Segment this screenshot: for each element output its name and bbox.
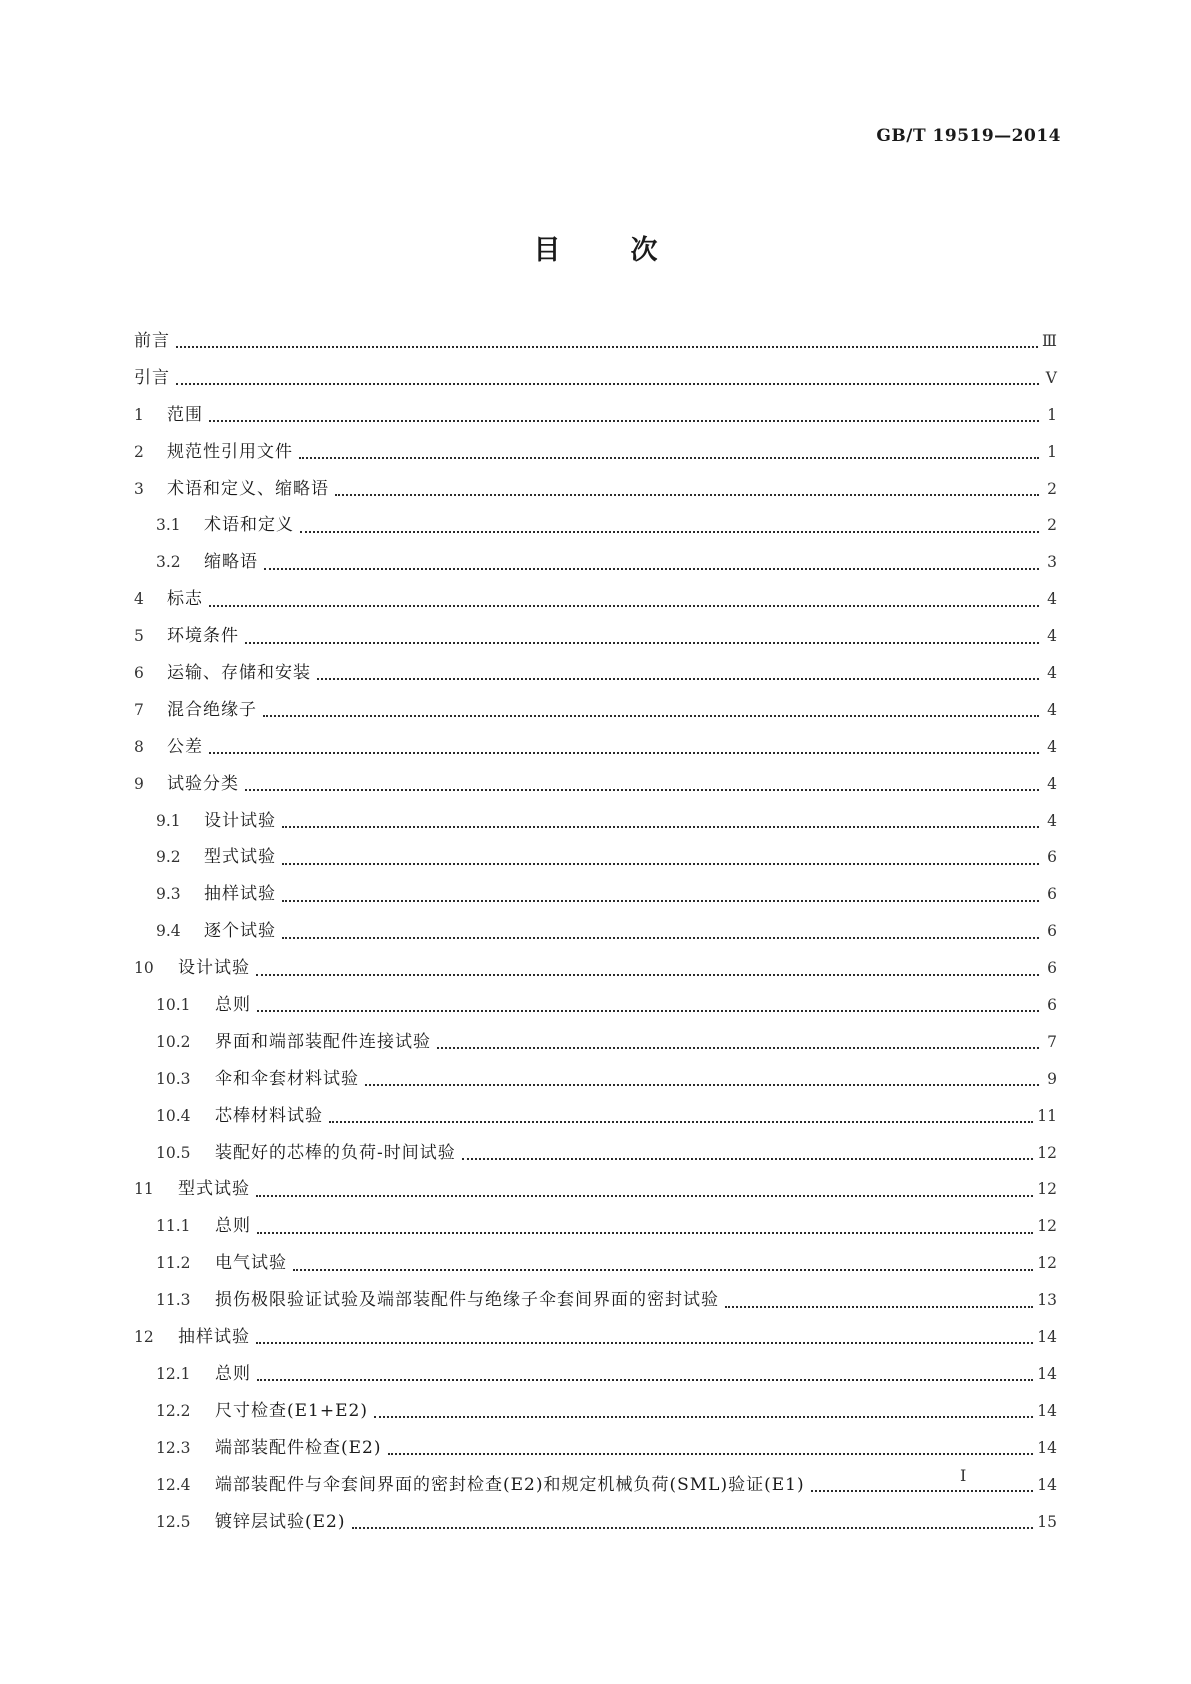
- toc-entry-number: 9.1: [156, 811, 181, 830]
- toc-entry-page: 6: [1047, 885, 1057, 904]
- toc-entry-number: 9.4: [156, 922, 181, 941]
- toc-entry-number: 3.2: [156, 553, 181, 572]
- toc-entry[interactable]: [134, 1211, 1057, 1248]
- toc-entry[interactable]: [134, 1359, 1057, 1396]
- toc-entry-number: 9: [134, 774, 144, 793]
- toc-entry-title: 术语和定义: [204, 515, 294, 536]
- toc-leader-dots: [209, 752, 1039, 754]
- toc-entry[interactable]: [134, 879, 1057, 916]
- toc-leader-dots: [209, 605, 1039, 607]
- toc-entry-title: 型式试验: [204, 847, 276, 868]
- toc-entry[interactable]: [134, 1138, 1057, 1175]
- toc-entry-title: 设计试验: [204, 810, 276, 831]
- toc-entry-title: 总则: [215, 1363, 251, 1384]
- toc-entry[interactable]: [134, 1174, 1057, 1211]
- toc-leader-dots: [317, 678, 1039, 680]
- toc-leader-dots: [811, 1490, 1034, 1492]
- toc-entry-title: 引言: [134, 367, 170, 388]
- toc-entry-page: 15: [1037, 1512, 1057, 1531]
- toc-entry-title: 混合绝缘子: [167, 699, 257, 720]
- toc-entry-page: 3: [1047, 553, 1057, 572]
- toc-entry-title: 运输、存储和安装: [167, 663, 311, 684]
- toc-entry[interactable]: [134, 658, 1057, 695]
- toc-entry-number: 11.1: [156, 1217, 191, 1236]
- toc-entry[interactable]: [134, 695, 1057, 732]
- toc-entry[interactable]: [134, 953, 1057, 990]
- page-title: 目次: [533, 235, 728, 266]
- toc-entry[interactable]: [134, 621, 1057, 658]
- toc-entry-title: 尺寸检查(E1+E2): [215, 1400, 368, 1421]
- toc-entry-title: 前言: [134, 331, 170, 351]
- standard-code: GB/T 19519—2014: [876, 126, 1061, 146]
- toc-entry[interactable]: [134, 547, 1057, 584]
- toc-entry[interactable]: [134, 363, 1057, 400]
- toc-entry-title: 界面和端部装配件连接试验: [215, 1031, 431, 1052]
- toc-leader-dots: [256, 1195, 1033, 1197]
- toc-entry-number: 11.2: [156, 1254, 191, 1273]
- toc-entry[interactable]: [134, 1027, 1057, 1064]
- toc-entry-title: 端部装配件与伞套间界面的密封检查(E2)和规定机械负荷(SML)验证(E1): [215, 1474, 805, 1495]
- table-of-contents: [134, 326, 1057, 1543]
- toc-entry[interactable]: [134, 1285, 1057, 1322]
- toc-entry-title: 装配好的芯棒的负荷-时间试验: [215, 1142, 456, 1163]
- toc-entry-number: 9.3: [156, 885, 181, 904]
- toc-entry[interactable]: [134, 1433, 1057, 1470]
- toc-entry[interactable]: [134, 1396, 1057, 1433]
- toc-entry[interactable]: [134, 474, 1057, 511]
- toc-entry-number: 10.4: [156, 1106, 191, 1125]
- toc-entry[interactable]: [134, 1322, 1057, 1359]
- toc-entry[interactable]: [134, 1507, 1057, 1544]
- toc-entry[interactable]: [134, 1248, 1057, 1285]
- toc-entry-title: 镀锌层试验(E2): [215, 1511, 346, 1532]
- toc-entry-number: 10.2: [156, 1032, 191, 1051]
- toc-entry-number: 10: [134, 959, 154, 978]
- toc-entry-title: 试验分类: [167, 773, 239, 794]
- toc-entry-page: 6: [1047, 922, 1057, 941]
- toc-entry-title: 抽样试验: [204, 884, 276, 905]
- toc-entry-page: 14: [1037, 1401, 1057, 1420]
- toc-entry-number: 8: [134, 737, 144, 756]
- toc-entry-number: 7: [134, 700, 144, 719]
- toc-entry-title: 环境条件: [167, 626, 239, 647]
- toc-entry-number: 3: [134, 479, 144, 498]
- toc-entry-title: 公差: [167, 736, 203, 757]
- toc-entry-title: 型式试验: [178, 1179, 250, 1200]
- toc-leader-dots: [257, 1379, 1033, 1381]
- toc-leader-dots: [293, 1269, 1033, 1271]
- toc-entry-title: 术语和定义、缩略语: [167, 478, 329, 499]
- toc-entry-title: 损伤极限验证试验及端部装配件与绝缘子伞套间界面的密封试验: [215, 1290, 719, 1311]
- toc-entry-page: Ⅴ: [1045, 368, 1057, 387]
- toc-entry[interactable]: [134, 1064, 1057, 1101]
- toc-entry-title: 逐个试验: [204, 921, 276, 942]
- toc-entry-title: 端部装配件检查(E2): [215, 1437, 382, 1458]
- toc-leader-dots: [282, 826, 1039, 828]
- toc-entry-page: 4: [1047, 811, 1057, 830]
- toc-entry-page: 13: [1037, 1291, 1057, 1310]
- toc-entry-page: 12: [1037, 1217, 1057, 1236]
- toc-leader-dots: [257, 1010, 1039, 1012]
- toc-leader-dots: [245, 789, 1039, 791]
- toc-entry-number: 6: [134, 664, 144, 683]
- toc-entry-page: 11: [1037, 1106, 1057, 1125]
- toc-entry-page: 4: [1047, 664, 1057, 683]
- toc-entry-page: 2: [1047, 516, 1057, 535]
- toc-entry-page: 12: [1037, 1254, 1057, 1273]
- toc-entry-title: 伞和伞套材料试验: [215, 1068, 359, 1089]
- toc-entry[interactable]: [134, 1101, 1057, 1138]
- toc-entry-page: 14: [1037, 1438, 1057, 1457]
- toc-entry-number: 10.5: [156, 1143, 191, 1162]
- toc-entry-page: 14: [1037, 1328, 1057, 1347]
- toc-entry-page: 6: [1047, 996, 1057, 1015]
- toc-leader-dots: [257, 1232, 1033, 1234]
- toc-entry-page: 9: [1047, 1069, 1057, 1088]
- toc-entry-page: 4: [1047, 590, 1057, 609]
- toc-entry[interactable]: [134, 437, 1057, 474]
- page-number: I: [960, 1466, 967, 1485]
- toc-entry[interactable]: [134, 326, 1057, 363]
- toc-entry-number: 11: [134, 1180, 154, 1199]
- toc-leader-dots: [264, 568, 1039, 570]
- toc-entry-title: 总则: [215, 1216, 251, 1237]
- toc-entry[interactable]: [134, 842, 1057, 879]
- toc-entry[interactable]: [134, 510, 1057, 547]
- toc-entry[interactable]: [134, 732, 1057, 769]
- toc-entry-title: 抽样试验: [178, 1327, 250, 1348]
- toc-leader-dots: [300, 531, 1039, 533]
- toc-entry-number: 9.2: [156, 848, 181, 867]
- toc-entry[interactable]: [134, 806, 1057, 843]
- toc-entry-page: 14: [1037, 1475, 1057, 1494]
- toc-entry-page: 2: [1047, 479, 1057, 498]
- toc-leader-dots: [374, 1416, 1033, 1418]
- toc-entry-number: 3.1: [156, 516, 181, 535]
- toc-entry-number: 2: [134, 442, 144, 461]
- toc-entry-page: 6: [1047, 848, 1057, 867]
- toc-entry-number: 12.2: [156, 1401, 191, 1420]
- toc-entry-number: 12: [134, 1328, 154, 1347]
- toc-leader-dots: [437, 1047, 1039, 1049]
- toc-entry-title: 缩略语: [204, 552, 258, 573]
- toc-entry-number: 10.3: [156, 1069, 191, 1088]
- toc-entry-page: 4: [1047, 700, 1057, 719]
- toc-entry-title: 电气试验: [215, 1253, 287, 1274]
- toc-leader-dots: [299, 457, 1039, 459]
- toc-leader-dots: [282, 900, 1039, 902]
- toc-entry-page: 12: [1037, 1143, 1057, 1162]
- toc-entry-page: 6: [1047, 959, 1057, 978]
- toc-leader-dots: [388, 1453, 1034, 1455]
- toc-entry-page: Ⅲ: [1042, 332, 1057, 350]
- toc-entry-number: 1: [134, 405, 144, 424]
- toc-entry-number: 12.3: [156, 1438, 191, 1457]
- toc-entry-title: 总则: [215, 995, 251, 1016]
- toc-leader-dots: [263, 715, 1039, 717]
- toc-entry[interactable]: [134, 916, 1057, 953]
- toc-entry-page: 7: [1047, 1032, 1057, 1051]
- toc-leader-dots: [176, 346, 1038, 348]
- toc-entry-title: 范围: [167, 404, 203, 425]
- toc-leader-dots: [365, 1084, 1039, 1086]
- toc-leader-dots: [329, 1121, 1033, 1123]
- toc-leader-dots: [725, 1306, 1033, 1308]
- toc-entry-page: 4: [1047, 627, 1057, 646]
- toc-entry[interactable]: [134, 990, 1057, 1027]
- toc-leader-dots: [282, 863, 1039, 865]
- toc-entry-page: 4: [1047, 774, 1057, 793]
- toc-entry-number: 5: [134, 627, 144, 646]
- toc-entry[interactable]: [134, 584, 1057, 621]
- toc-leader-dots: [352, 1527, 1034, 1529]
- toc-entry-title: 设计试验: [178, 958, 250, 979]
- toc-leader-dots: [462, 1158, 1034, 1160]
- toc-entry-page: 14: [1037, 1364, 1057, 1383]
- toc-leader-dots: [256, 1342, 1033, 1344]
- toc-entry-page: 4: [1047, 737, 1057, 756]
- toc-entry-title: 标志: [167, 589, 203, 610]
- toc-entry-page: 12: [1037, 1180, 1057, 1199]
- toc-entry-number: 12.1: [156, 1364, 191, 1383]
- toc-leader-dots: [176, 383, 1039, 385]
- toc-entry-number: 11.3: [156, 1291, 191, 1310]
- toc-entry-number: 10.1: [156, 996, 191, 1015]
- toc-entry-title: 芯棒材料试验: [215, 1105, 323, 1126]
- toc-entry[interactable]: [134, 400, 1057, 437]
- toc-leader-dots: [282, 937, 1039, 939]
- toc-entry-number: 12.4: [156, 1475, 191, 1494]
- toc-leader-dots: [256, 974, 1039, 976]
- toc-leader-dots: [245, 642, 1039, 644]
- toc-entry-title: 规范性引用文件: [167, 441, 293, 462]
- toc-entry-page: 1: [1047, 442, 1057, 461]
- toc-entry-number: 4: [134, 590, 144, 609]
- toc-leader-dots: [209, 420, 1039, 422]
- toc-entry-number: 12.5: [156, 1512, 191, 1531]
- toc-leader-dots: [335, 494, 1039, 496]
- toc-entry[interactable]: [134, 1470, 1057, 1507]
- toc-entry[interactable]: [134, 769, 1057, 806]
- toc-entry-page: 1: [1047, 405, 1057, 424]
